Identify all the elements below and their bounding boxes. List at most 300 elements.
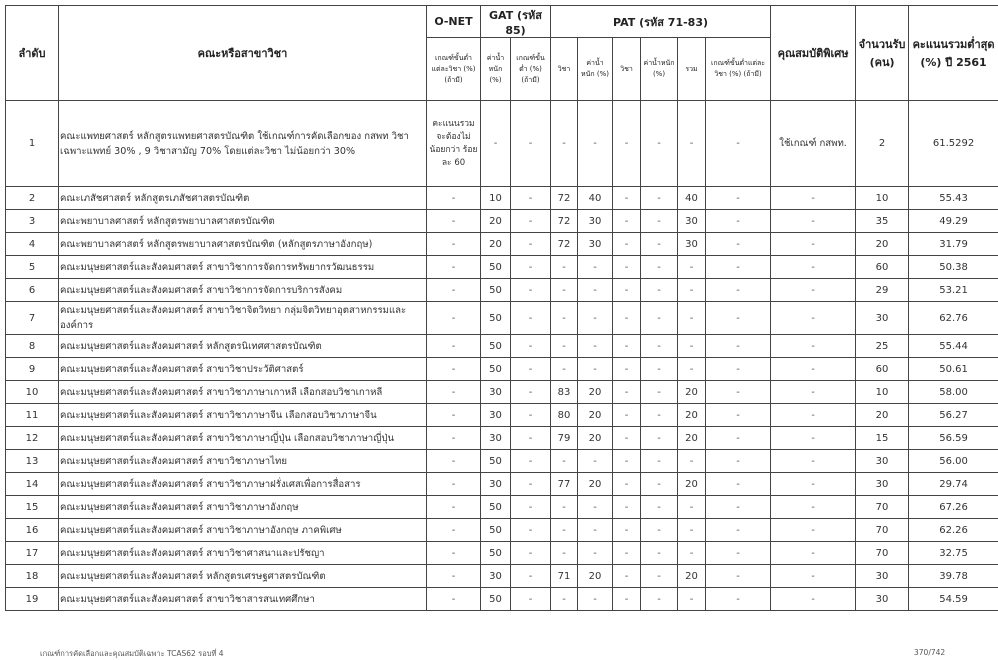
header-pat-weight-2: ค่าน้ำหนัก (%) <box>641 38 678 101</box>
seats: 20 <box>856 233 909 256</box>
gat-weight: 50 <box>481 302 511 335</box>
seats: 20 <box>856 404 909 427</box>
pat-min: - <box>706 450 771 473</box>
min-score: 62.76 <box>909 302 998 335</box>
header-gat-min: เกณฑ์ขั้นต่ำ (%) (ถ้ามี) <box>511 38 551 101</box>
pat-subject-2: - <box>613 519 641 542</box>
onet-min: - <box>427 256 481 279</box>
table-row <box>6 335 998 358</box>
row-number: 10 <box>6 381 59 404</box>
footer-page-number: 370/742 <box>914 648 945 657</box>
pat-total: 20 <box>678 473 706 496</box>
gat-min: - <box>511 519 551 542</box>
pat-total: 20 <box>678 565 706 588</box>
header-order: ลำดับ <box>6 6 59 101</box>
pat-subject-2: - <box>613 542 641 565</box>
gat-min: - <box>511 381 551 404</box>
special-qualification: - <box>771 542 856 565</box>
onet-min: - <box>427 279 481 302</box>
seats: 60 <box>856 256 909 279</box>
seats: 30 <box>856 565 909 588</box>
row-number: 5 <box>6 256 59 279</box>
seats: 60 <box>856 358 909 381</box>
pat-subject-1: - <box>551 279 578 302</box>
gat-weight: 30 <box>481 427 511 450</box>
seats: 2 <box>856 101 909 187</box>
onet-min: - <box>427 335 481 358</box>
row-number: 18 <box>6 565 59 588</box>
min-score: 39.78 <box>909 565 998 588</box>
pat-total: 20 <box>678 381 706 404</box>
pat-subject-1: - <box>551 358 578 381</box>
special-qualification: ใช้เกณฑ์ กสพท. <box>771 101 856 187</box>
pat-weight-1: - <box>578 519 613 542</box>
pat-weight-2: - <box>641 542 678 565</box>
row-number: 17 <box>6 542 59 565</box>
gat-weight: 20 <box>481 210 511 233</box>
pat-total: 20 <box>678 404 706 427</box>
min-score: 54.59 <box>909 588 998 611</box>
faculty-name: คณะมนุษยศาสตร์และสังคมศาสตร์ สาขาวิชาภาษาญี่ปุ่น เลือกสอบวิชาภาษาญี่ปุ่น <box>59 427 427 450</box>
min-score: 56.00 <box>909 450 998 473</box>
min-score: 56.27 <box>909 404 998 427</box>
pat-total: - <box>678 450 706 473</box>
pat-subject-2: - <box>613 210 641 233</box>
pat-subject-1: - <box>551 542 578 565</box>
header-pat: PAT (รหัส 71-83) <box>551 6 771 38</box>
pat-weight-2: - <box>641 358 678 381</box>
pat-weight-1: 20 <box>578 473 613 496</box>
min-score: 58.00 <box>909 381 998 404</box>
pat-weight-2: - <box>641 427 678 450</box>
pat-min: - <box>706 302 771 335</box>
header-faculty: คณะหรือสาขาวิชา <box>59 6 427 101</box>
pat-subject-2: - <box>613 404 641 427</box>
pat-subject-1: - <box>551 588 578 611</box>
gat-min: - <box>511 542 551 565</box>
pat-total: - <box>678 588 706 611</box>
pat-subject-2: - <box>613 335 641 358</box>
pat-subject-2: - <box>613 358 641 381</box>
pat-total: - <box>678 519 706 542</box>
pat-total: - <box>678 101 706 187</box>
pat-subject-2: - <box>613 187 641 210</box>
pat-weight-1: 30 <box>578 210 613 233</box>
special-qualification: - <box>771 404 856 427</box>
gat-min: - <box>511 187 551 210</box>
pat-subject-2: - <box>613 588 641 611</box>
pat-weight-1: 40 <box>578 187 613 210</box>
min-score: 49.29 <box>909 210 998 233</box>
row-number: 8 <box>6 335 59 358</box>
pat-subject-2: - <box>613 279 641 302</box>
gat-min: - <box>511 450 551 473</box>
pat-total: - <box>678 542 706 565</box>
table-row <box>6 358 998 381</box>
seats: 70 <box>856 496 909 519</box>
min-score: 31.79 <box>909 233 998 256</box>
table-row <box>6 565 998 588</box>
faculty-name: คณะมนุษยศาสตร์และสังคมศาสตร์ สาขาวิชาภาษาจีน เลือกสอบวิชาภาษาจีน <box>59 404 427 427</box>
row-number: 2 <box>6 187 59 210</box>
pat-weight-1: - <box>578 450 613 473</box>
special-qualification: - <box>771 302 856 335</box>
pat-subject-1: 77 <box>551 473 578 496</box>
gat-weight: 50 <box>481 335 511 358</box>
pat-subject-2: - <box>613 565 641 588</box>
faculty-name: คณะมนุษยศาสตร์และสังคมศาสตร์ สาขาวิชาศาสนาและปรัชญา <box>59 542 427 565</box>
table-row <box>6 542 998 565</box>
gat-min: - <box>511 233 551 256</box>
table-row <box>6 450 998 473</box>
pat-min: - <box>706 381 771 404</box>
pat-subject-2: - <box>613 427 641 450</box>
gat-weight: 50 <box>481 542 511 565</box>
gat-weight: - <box>481 101 511 187</box>
pat-min: - <box>706 233 771 256</box>
pat-subject-1: 72 <box>551 210 578 233</box>
pat-subject-1: - <box>551 519 578 542</box>
gat-weight: 50 <box>481 519 511 542</box>
row-number: 1 <box>6 101 59 187</box>
faculty-name: คณะมนุษยศาสตร์และสังคมศาสตร์ สาขาวิชาจิตวิทยา กลุ่มจิตวิทยาอุตสาหกรรมและองค์การ <box>59 302 427 335</box>
onet-min: - <box>427 187 481 210</box>
admission-criteria-table <box>5 5 998 611</box>
onet-min: - <box>427 404 481 427</box>
pat-total: - <box>678 279 706 302</box>
gat-weight: 30 <box>481 381 511 404</box>
pat-min: - <box>706 187 771 210</box>
pat-min: - <box>706 496 771 519</box>
pat-weight-1: - <box>578 542 613 565</box>
onet-min: - <box>427 496 481 519</box>
special-qualification: - <box>771 588 856 611</box>
onet-min: - <box>427 302 481 335</box>
gat-min: - <box>511 302 551 335</box>
pat-weight-2: - <box>641 279 678 302</box>
min-score: 29.74 <box>909 473 998 496</box>
row-number: 13 <box>6 450 59 473</box>
pat-subject-1: - <box>551 302 578 335</box>
seats: 10 <box>856 381 909 404</box>
seats: 30 <box>856 588 909 611</box>
faculty-name: คณะมนุษยศาสตร์และสังคมศาสตร์ สาขาวิชาภาษาฝรั่งเศสเพื่อการสื่อสาร <box>59 473 427 496</box>
pat-weight-1: 20 <box>578 427 613 450</box>
header-pat-total: รวม <box>678 38 706 101</box>
min-score: 62.26 <box>909 519 998 542</box>
pat-weight-1: 20 <box>578 565 613 588</box>
seats: 30 <box>856 450 909 473</box>
onet-min: - <box>427 473 481 496</box>
gat-weight: 50 <box>481 256 511 279</box>
gat-weight: 50 <box>481 496 511 519</box>
gat-weight: 30 <box>481 404 511 427</box>
pat-min: - <box>706 358 771 381</box>
special-qualification: - <box>771 565 856 588</box>
pat-subject-1: 80 <box>551 404 578 427</box>
pat-weight-2: - <box>641 256 678 279</box>
table-row <box>6 187 998 210</box>
pat-weight-1: - <box>578 302 613 335</box>
onet-min: - <box>427 233 481 256</box>
gat-min: - <box>511 210 551 233</box>
pat-subject-1: 72 <box>551 187 578 210</box>
pat-min: - <box>706 427 771 450</box>
table-row <box>6 210 998 233</box>
pat-subject-2: - <box>613 256 641 279</box>
faculty-name: คณะแพทยศาสตร์ หลักสูตรแพทยศาสตรบัณฑิต ใช้เกณฑ์การคัดเลือกของ กสพท วิชาเฉพาะแพทย์ 30% , 9 วิชาสามัญ 70% โดยแต่ละวิชา ไม่น้อยกว่า 30% <box>59 101 427 187</box>
special-qualification: - <box>771 450 856 473</box>
header-min-score: คะแนนรวมต่ำสุด (%) ปี 2561 <box>909 6 998 101</box>
pat-total: 30 <box>678 233 706 256</box>
min-score: 67.26 <box>909 496 998 519</box>
min-score: 61.5292 <box>909 101 998 187</box>
special-qualification: - <box>771 473 856 496</box>
pat-subject-1: - <box>551 101 578 187</box>
faculty-name: คณะพยาบาลศาสตร์ หลักสูตรพยาบาลศาสตรบัณฑิต (หลักสูตรภาษาอังกฤษ) <box>59 233 427 256</box>
seats: 30 <box>856 302 909 335</box>
gat-weight: 30 <box>481 565 511 588</box>
gat-weight: 50 <box>481 279 511 302</box>
header-onet-min: เกณฑ์ขั้นต่ำแต่ละวิชา (%) (ถ้ามี) <box>427 38 481 101</box>
pat-subject-1: 72 <box>551 233 578 256</box>
pat-subject-1: 83 <box>551 381 578 404</box>
pat-subject-2: - <box>613 233 641 256</box>
table-row <box>6 381 998 404</box>
onet-min: - <box>427 519 481 542</box>
special-qualification: - <box>771 519 856 542</box>
pat-weight-2: - <box>641 381 678 404</box>
pat-weight-1: 30 <box>578 233 613 256</box>
pat-min: - <box>706 404 771 427</box>
pat-subject-1: - <box>551 496 578 519</box>
seats: 70 <box>856 519 909 542</box>
header-pat-subject-1: วิชา <box>551 38 578 101</box>
faculty-name: คณะมนุษยศาสตร์และสังคมศาสตร์ หลักสูตรเศรษฐศาสตรบัณฑิต <box>59 565 427 588</box>
pat-weight-2: - <box>641 233 678 256</box>
onet-min: - <box>427 542 481 565</box>
gat-weight: 50 <box>481 588 511 611</box>
faculty-name: คณะมนุษยศาสตร์และสังคมศาสตร์ สาขาวิชาสารสนเทศศึกษา <box>59 588 427 611</box>
row-number: 15 <box>6 496 59 519</box>
onet-min: - <box>427 565 481 588</box>
pat-subject-2: - <box>613 381 641 404</box>
faculty-name: คณะมนุษยศาสตร์และสังคมศาสตร์ สาขาวิชาประวัติศาสตร์ <box>59 358 427 381</box>
seats: 30 <box>856 473 909 496</box>
table-row <box>6 519 998 542</box>
header-pat-weight-1: ค่าน้ำหนัก (%) <box>578 38 613 101</box>
pat-weight-2: - <box>641 519 678 542</box>
onet-min: - <box>427 210 481 233</box>
pat-subject-2: - <box>613 496 641 519</box>
pat-weight-2: - <box>641 588 678 611</box>
pat-min: - <box>706 542 771 565</box>
header-onet: O-NET <box>427 6 481 38</box>
table-row <box>6 473 998 496</box>
row-number: 4 <box>6 233 59 256</box>
seats: 70 <box>856 542 909 565</box>
min-score: 50.38 <box>909 256 998 279</box>
pat-subject-2: - <box>613 450 641 473</box>
pat-weight-1: - <box>578 279 613 302</box>
onet-min: - <box>427 358 481 381</box>
faculty-name: คณะมนุษยศาสตร์และสังคมศาสตร์ สาขาวิชาภาษาไทย <box>59 450 427 473</box>
seats: 15 <box>856 427 909 450</box>
pat-subject-2: - <box>613 302 641 335</box>
pat-subject-1: - <box>551 450 578 473</box>
pat-weight-1: - <box>578 358 613 381</box>
seats: 29 <box>856 279 909 302</box>
gat-min: - <box>511 335 551 358</box>
gat-min: - <box>511 404 551 427</box>
pat-weight-1: 20 <box>578 381 613 404</box>
pat-min: - <box>706 256 771 279</box>
pat-total: - <box>678 335 706 358</box>
table-row <box>6 233 998 256</box>
header-gat-weight: ค่าน้ำหนัก (%) <box>481 38 511 101</box>
row-number: 3 <box>6 210 59 233</box>
onet-min: - <box>427 427 481 450</box>
seats: 25 <box>856 335 909 358</box>
min-score: 55.43 <box>909 187 998 210</box>
pat-min: - <box>706 565 771 588</box>
pat-subject-1: 71 <box>551 565 578 588</box>
pat-total: - <box>678 256 706 279</box>
special-qualification: - <box>771 335 856 358</box>
faculty-name: คณะมนุษยศาสตร์และสังคมศาสตร์ สาขาวิชาภาษาอังกฤษ ภาคพิเศษ <box>59 519 427 542</box>
header-pat-min: เกณฑ์ขั้นต่ำแต่ละวิชา (%) (ถ้ามี) <box>706 38 771 101</box>
pat-subject-2: - <box>613 473 641 496</box>
faculty-name: คณะพยาบาลศาสตร์ หลักสูตรพยาบาลศาสตรบัณฑิต <box>59 210 427 233</box>
gat-min: - <box>511 588 551 611</box>
header-row-top <box>6 6 998 38</box>
special-qualification: - <box>771 358 856 381</box>
faculty-name: คณะมนุษยศาสตร์และสังคมศาสตร์ สาขาวิชาภาษาเกาหลี เลือกสอบวิชาเกาหลี <box>59 381 427 404</box>
pat-weight-2: - <box>641 450 678 473</box>
gat-min: - <box>511 565 551 588</box>
pat-weight-1: - <box>578 101 613 187</box>
special-qualification: - <box>771 256 856 279</box>
pat-weight-2: - <box>641 101 678 187</box>
special-qualification: - <box>771 427 856 450</box>
gat-min: - <box>511 279 551 302</box>
special-qualification: - <box>771 279 856 302</box>
pat-min: - <box>706 519 771 542</box>
pat-weight-1: - <box>578 588 613 611</box>
pat-min: - <box>706 588 771 611</box>
onet-min: - <box>427 381 481 404</box>
pat-weight-2: - <box>641 335 678 358</box>
faculty-name: คณะมนุษยศาสตร์และสังคมศาสตร์ สาขาวิชาการจัดการบริการสังคม <box>59 279 427 302</box>
pat-weight-2: - <box>641 565 678 588</box>
row-number: 16 <box>6 519 59 542</box>
gat-min: - <box>511 496 551 519</box>
onet-min: - <box>427 588 481 611</box>
min-score: 32.75 <box>909 542 998 565</box>
pat-subject-2: - <box>613 101 641 187</box>
pat-total: 30 <box>678 210 706 233</box>
faculty-name: คณะมนุษยศาสตร์และสังคมศาสตร์ หลักสูตรนิเทศศาสตรบัณฑิต <box>59 335 427 358</box>
min-score: 50.61 <box>909 358 998 381</box>
table-row <box>6 101 998 187</box>
onet-min: - <box>427 450 481 473</box>
pat-weight-2: - <box>641 496 678 519</box>
row-number: 9 <box>6 358 59 381</box>
table-row <box>6 588 998 611</box>
pat-weight-1: 20 <box>578 404 613 427</box>
special-qualification: - <box>771 210 856 233</box>
gat-min: - <box>511 101 551 187</box>
seats: 35 <box>856 210 909 233</box>
table-row <box>6 496 998 519</box>
gat-weight: 30 <box>481 473 511 496</box>
pat-weight-1: - <box>578 256 613 279</box>
pat-subject-1: - <box>551 335 578 358</box>
gat-min: - <box>511 256 551 279</box>
pat-weight-2: - <box>641 302 678 335</box>
row-number: 14 <box>6 473 59 496</box>
footer-left-text: เกณฑ์การคัดเลือกและคุณสมบัติเฉพาะ TCAS62 รอบที่ 4 <box>40 648 224 660</box>
faculty-name: คณะมนุษยศาสตร์และสังคมศาสตร์ สาขาวิชาการจัดการทรัพยากรวัฒนธรรม <box>59 256 427 279</box>
pat-min: - <box>706 279 771 302</box>
seats: 10 <box>856 187 909 210</box>
pat-total: - <box>678 496 706 519</box>
onet-min: คะแนนรวม จะต้องไม่ น้อยกว่า ร้อยละ 60 <box>427 101 481 187</box>
row-number: 12 <box>6 427 59 450</box>
pat-min: - <box>706 101 771 187</box>
pat-weight-2: - <box>641 473 678 496</box>
pat-min: - <box>706 210 771 233</box>
pat-min: - <box>706 335 771 358</box>
table-row <box>6 404 998 427</box>
pat-weight-1: - <box>578 496 613 519</box>
faculty-name: คณะมนุษยศาสตร์และสังคมศาสตร์ สาขาวิชาภาษาอังกฤษ <box>59 496 427 519</box>
pat-weight-2: - <box>641 210 678 233</box>
gat-min: - <box>511 358 551 381</box>
pat-total: - <box>678 358 706 381</box>
gat-min: - <box>511 427 551 450</box>
gat-weight: 50 <box>481 450 511 473</box>
header-gat: GAT (รหัส 85) <box>481 6 551 38</box>
pat-min: - <box>706 473 771 496</box>
min-score: 56.59 <box>909 427 998 450</box>
table-row <box>6 279 998 302</box>
pat-weight-2: - <box>641 404 678 427</box>
pat-weight-1: - <box>578 335 613 358</box>
special-qualification: - <box>771 496 856 519</box>
row-number: 11 <box>6 404 59 427</box>
row-number: 6 <box>6 279 59 302</box>
pat-subject-1: 79 <box>551 427 578 450</box>
min-score: 53.21 <box>909 279 998 302</box>
faculty-name: คณะเภสัชศาสตร์ หลักสูตรเภสัชศาสตรบัณฑิต <box>59 187 427 210</box>
special-qualification: - <box>771 381 856 404</box>
min-score: 55.44 <box>909 335 998 358</box>
admission-table-container <box>5 5 998 611</box>
pat-total: - <box>678 302 706 335</box>
gat-weight: 10 <box>481 187 511 210</box>
table-row <box>6 427 998 450</box>
header-pat-subject-2: วิชา <box>613 38 641 101</box>
gat-weight: 50 <box>481 358 511 381</box>
header-special: คุณสมบัติพิเศษ <box>771 6 856 101</box>
gat-min: - <box>511 473 551 496</box>
header-seats: จำนวนรับ (คน) <box>856 6 909 101</box>
pat-subject-1: - <box>551 256 578 279</box>
gat-weight: 20 <box>481 233 511 256</box>
table-row <box>6 302 998 335</box>
pat-weight-2: - <box>641 187 678 210</box>
